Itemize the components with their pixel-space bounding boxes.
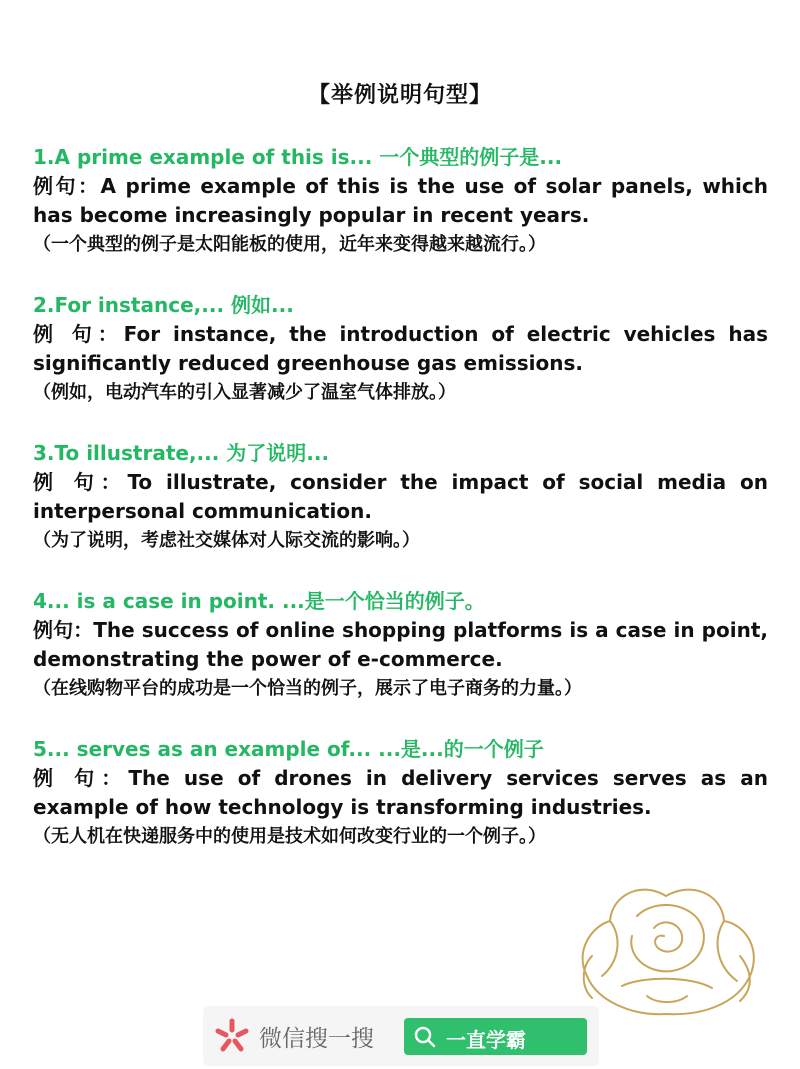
- example-text: The success of online shopping platforms is a case in point, demonstrating the power of e-commerce.: [33, 618, 768, 671]
- section-heading: 4... is a case in point. ...是一个恰当的例子。: [33, 589, 485, 613]
- example-sentence: [33, 320, 768, 378]
- example-label: 例 句：: [33, 322, 124, 346]
- section-4: [33, 586, 768, 704]
- section-3: [33, 438, 768, 556]
- page-title: 【举例说明句型】: [307, 83, 492, 108]
- content-area: [33, 142, 768, 882]
- section-2: [33, 290, 768, 408]
- translation: （一个典型的例子是太阳能板的使用，近年来变得越来越流行。）: [33, 234, 546, 255]
- translation: （无人机在快递服务中的使用是技术如何改变行业的一个例子。）: [33, 826, 546, 847]
- translation: （在线购物平台的成功是一个恰当的例子，展示了电子商务的力量。）: [33, 678, 582, 699]
- example-text: The use of drones in delivery services serves as an example of how technology is transforming industries.: [33, 766, 768, 819]
- example-sentence: [33, 764, 768, 822]
- example-text: A prime example of this is the use of solar panels, which has become increasingly popular in recent years.: [33, 174, 768, 227]
- wechat-search-icon: [213, 1017, 251, 1055]
- wechat-search-text: 微信搜一搜: [259, 1026, 374, 1052]
- example-sentence: [33, 468, 768, 526]
- example-text: For instance, the introduction of electric vehicles has significantly reduced greenhouse gas emissions.: [33, 322, 768, 375]
- example-label: 例句：: [33, 618, 94, 642]
- translation: （为了说明，考虑社交媒体对人际交流的影响。）: [33, 530, 420, 551]
- example-sentence: [33, 616, 768, 674]
- search-button[interactable]: [404, 1018, 587, 1055]
- translation: （例如，电动汽车的引入显著减少了温室气体排放。）: [33, 382, 456, 403]
- wechat-search-bar[interactable]: [203, 1006, 599, 1066]
- rose-icon: [562, 876, 770, 1026]
- example-label: 例 句：: [33, 766, 129, 790]
- example-label: 例句：: [33, 174, 101, 198]
- example-sentence: [33, 172, 768, 230]
- magnifier-icon: [414, 1026, 436, 1048]
- section-heading: 2.For instance,... 例如...: [33, 293, 294, 317]
- example-text: To illustrate, consider the impact of social media on interpersonal communication.: [33, 470, 768, 523]
- section-heading: 5... serves as an example of... ...是...的一个例子: [33, 737, 544, 761]
- section-5: [33, 734, 768, 852]
- search-button-label: 一直学霸: [446, 1028, 526, 1052]
- section-heading: 1.A prime example of this is... 一个典型的例子是...: [33, 145, 563, 169]
- section-heading: 3.To illustrate,... 为了说明...: [33, 441, 330, 465]
- example-label: 例 句：: [33, 470, 128, 494]
- section-1: [33, 142, 768, 260]
